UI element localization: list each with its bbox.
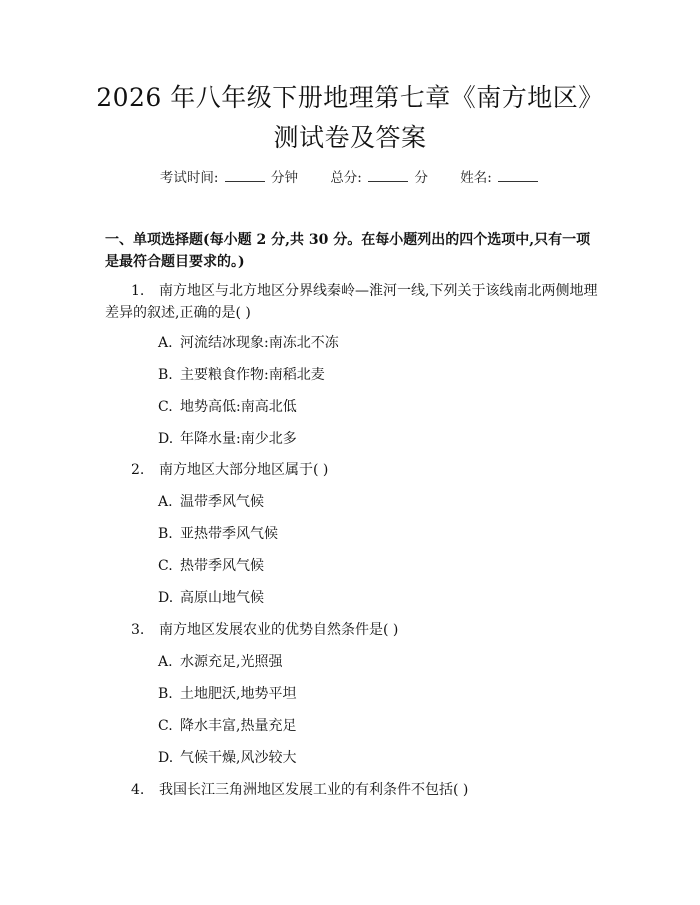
question-1 <box>105 280 600 324</box>
exam-time-blank <box>225 169 265 182</box>
option-letter: D. <box>158 431 174 447</box>
question-number: 2. <box>131 462 145 478</box>
question-2 <box>105 459 600 481</box>
option-letter: B. <box>158 686 173 702</box>
option-d <box>158 747 296 769</box>
option-letter: C. <box>158 558 173 574</box>
exam-time-field <box>160 168 298 188</box>
option-c <box>158 715 296 737</box>
option-letter: C. <box>158 718 173 734</box>
option-text: 土地肥沃,地势平坦 <box>180 686 297 702</box>
option-d <box>158 587 264 609</box>
question-text: 南方地区与北方地区分界线秦岭—淮河一线,下列关于该线南北两侧地理 <box>159 283 598 299</box>
option-a <box>158 491 264 513</box>
question-text: 我国长江三角洲地区发展工业的有利条件不包括( ) <box>159 782 469 798</box>
option-text: 河流结冰现象:南冻北不冻 <box>180 335 339 351</box>
option-b <box>158 364 325 386</box>
option-text: 降水丰富,热量充足 <box>180 718 297 734</box>
total-score-blank <box>368 169 408 182</box>
option-letter: A. <box>158 494 173 510</box>
option-letter: D. <box>158 750 174 766</box>
option-letter: B. <box>158 367 173 383</box>
option-a <box>158 332 339 354</box>
question-text: 南方地区发展农业的优势自然条件是( ) <box>159 622 399 638</box>
student-name-label: 姓名: <box>460 170 492 186</box>
option-b <box>158 683 296 705</box>
option-b <box>158 523 278 545</box>
option-letter: A. <box>158 335 173 351</box>
question-text-continued: 差异的叙述,正确的是( ) <box>105 305 251 321</box>
exam-title-line-1: 2026 年八年级下册地理第七章《南方地区》 <box>96 83 604 112</box>
question-number: 4. <box>131 782 145 798</box>
option-text: 地势高低:南高北低 <box>180 399 297 415</box>
option-text: 温带季风气候 <box>180 494 264 510</box>
question-number: 1. <box>131 283 145 299</box>
option-text: 年降水量:南少北多 <box>180 431 297 447</box>
exam-time-label: 考试时间: <box>159 170 219 186</box>
option-a <box>158 651 282 673</box>
option-text: 热带季风气候 <box>180 558 264 574</box>
section-heading-line-1: 一、单项选择题(每小题 2 分,共 30 分。在每小题列出的四个选项中,只有一项 <box>105 232 591 248</box>
option-letter: D. <box>158 590 174 606</box>
exam-title-line-2: 测试卷及答案 <box>273 123 427 152</box>
option-d <box>158 428 297 450</box>
student-name-blank <box>498 169 538 182</box>
section-heading <box>105 229 600 273</box>
total-score-field <box>330 168 428 188</box>
option-text: 气候干燥,风沙较大 <box>180 750 297 766</box>
option-text: 亚热带季风气候 <box>180 526 278 542</box>
total-score-unit: 分 <box>414 170 428 186</box>
option-letter: A. <box>158 654 173 670</box>
question-text: 南方地区大部分地区属于( ) <box>159 462 329 478</box>
question-4 <box>105 779 600 801</box>
option-c <box>158 555 264 577</box>
exam-info-row <box>0 168 700 188</box>
question-3 <box>105 619 600 641</box>
option-letter: B. <box>158 526 173 542</box>
question-number: 3. <box>131 622 145 638</box>
exam-time-unit: 分钟 <box>271 170 299 186</box>
student-name-field <box>460 168 540 188</box>
option-letter: C. <box>158 399 173 415</box>
section-heading-line-2: 是最符合题目要求的。) <box>105 254 245 270</box>
option-c <box>158 396 297 418</box>
option-text: 主要粮食作物:南稻北麦 <box>180 367 325 383</box>
option-text: 高原山地气候 <box>180 590 264 606</box>
total-score-label: 总分: <box>330 170 362 186</box>
option-text: 水源充足,光照强 <box>180 654 283 670</box>
